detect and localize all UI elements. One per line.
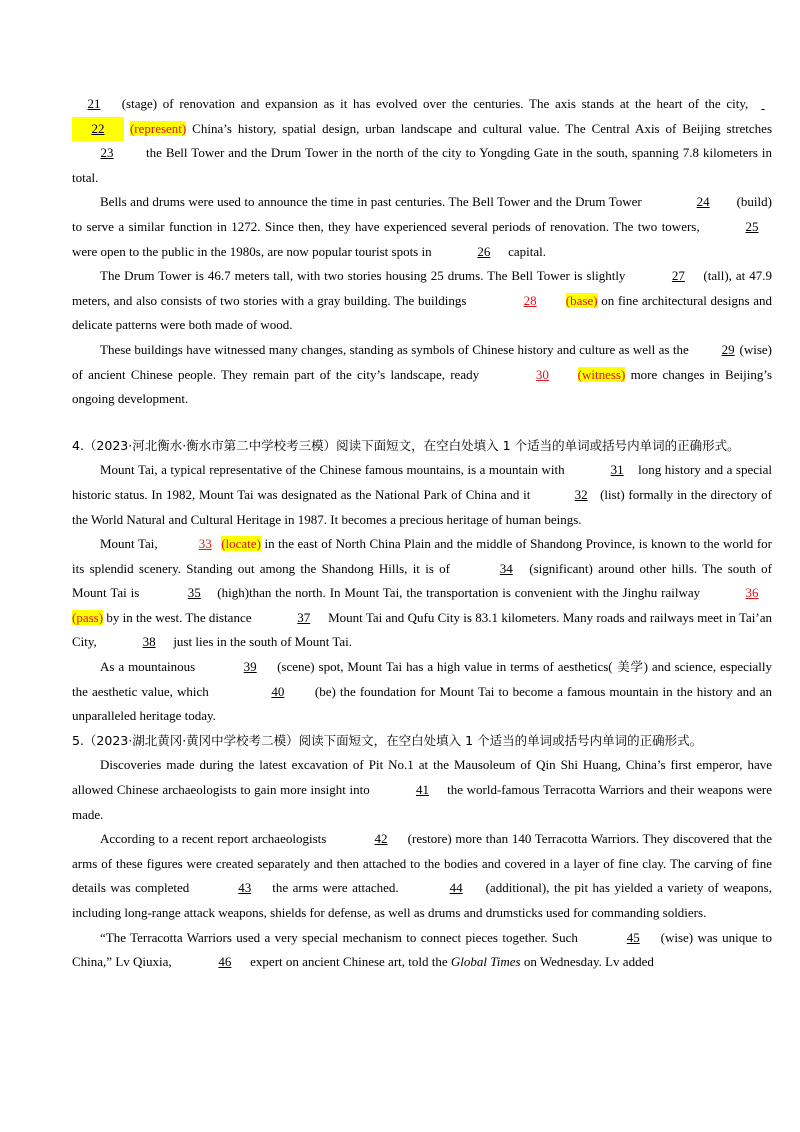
hint-22: (represent) — [129, 120, 187, 136]
question-4-heading: 4.（2023·河北衡水·衡水市第二中学校考三模）阅读下面短文，在空白处填入 1 个适当的单词或括号内单词的正确形式。 — [72, 437, 740, 453]
blank-32[interactable]: 32 — [574, 486, 588, 502]
blank-29[interactable]: 29 — [721, 341, 735, 357]
paragraph-mount-tai-value: As a mountainous 39 (scene) spot, Mount Tai has a high value in terms of aesthetics( 美学) and science, especially the aesthetic value, which 40 (be) the foundation for Mount Tai to become a famous mountain in the history and an unparalleled heritage today. — [72, 655, 772, 729]
paragraph-central-axis: 21 (stage) of renovation and expansion as it has evolved over the centuries. The axis stands at the heart of the city, 22 (represent) China’s history, spatial design, urban landscape and cultural value. The Central Axis of Beijing stretches 23 the Bell Tower and the Drum Tower in the north of the city to Yongding Gate in the south, spanning 7.8 kilometers in total. — [72, 92, 772, 190]
blank-33[interactable]: 33 — [198, 536, 212, 552]
hint-30: (witness) — [577, 366, 626, 382]
blank-22-start[interactable] — [754, 92, 772, 117]
hint-28: (base) — [565, 292, 598, 308]
blank-44[interactable]: 44 — [449, 880, 463, 896]
blank-21[interactable]: 21 — [87, 96, 101, 111]
paragraph-mount-tai-intro: Mount Tai, a typical representative of the Chinese famous mountains, is a mountain with 31 long history and a special historic status. In 1982, Mount Tai was designated as the National Park of China and it 32 (list) formally in the directory of the World Natural and Cultural Heritage in 1987. It becomes a precious heritage of human beings. — [72, 458, 772, 532]
paragraph-bells-drums: Bells and drums were used to announce the time in past centuries. The Bell Tower and the Drum Tower 24 (build) to serve a similar function in 1272. Since then, they have experienced several periods of renovation. The two towers, 25 were open to the public in the 1980s, are now popular tourist spots in 26 capital. — [72, 190, 772, 264]
blank-24[interactable]: 24 — [696, 194, 710, 210]
blank-41[interactable]: 41 — [415, 782, 429, 798]
blank-37[interactable]: 37 — [297, 609, 311, 625]
blank-39[interactable]: 39 — [243, 659, 257, 675]
hint-36: (pass) — [72, 609, 104, 625]
blank-31[interactable]: 31 — [610, 462, 624, 478]
blank-28[interactable]: 28 — [523, 292, 537, 308]
publication-title: Global Times — [450, 954, 521, 970]
blank-26[interactable]: 26 — [477, 243, 491, 259]
blank-23[interactable]: 23 — [100, 145, 114, 161]
blank-43[interactable]: 43 — [238, 880, 252, 896]
blank-45[interactable]: 45 — [626, 929, 640, 945]
blank-34[interactable]: 34 — [499, 560, 513, 576]
blank-38[interactable]: 38 — [142, 634, 156, 650]
paragraph-drum-tower: The Drum Tower is 46.7 meters tall, with two stories housing 25 drums. The Bell Tower is slightly 27 (tall), at 47.9 meters, and also consists of two stories with a gray building. The buildings 28 (base) on fine architectural designs and delicate patterns were both made of wood. — [72, 264, 772, 338]
blank-42[interactable]: 42 — [374, 831, 388, 847]
paragraph-mount-tai-location: Mount Tai, 33 (locate) in the east of North China Plain and the middle of Shandong Province, is known to the world for its splendid scenery. Standing out among the Shandong Hills, it is of 34 (significant) around other hills. The south of Mount Tai is 35 (high)than the north. In Mount Tai, the transportation is convenient with the Jinghu railway 36 (pass) by in the west. The distance 37 Mount Tai and Qufu City is 83.1 kilometers. Many roads and railways meet in Tai’an City, 38 just lies in the south of Mount Tai. — [72, 532, 772, 655]
question-5-heading: 5.（2023·湖北黄冈·黄冈中学校考二模）阅读下面短文，在空白处填入 1 个适当的单词或括号内单词的正确形式。 — [72, 732, 703, 748]
blank-27[interactable]: 27 — [671, 268, 685, 284]
blank-36[interactable]: 36 — [745, 585, 759, 601]
paragraph-witnessed: These buildings have witnessed many changes, standing as symbols of Chinese history and culture as well as the 29 (wise) of ancient Chinese people. They remain part of the city’s landscape, ready 30 (witness) more changes in Beijing’s ongoing development. — [72, 338, 772, 412]
paragraph-qin-discoveries: Discoveries made during the latest excavation of Pit No.1 at the Mausoleum of Qin Shi Huang, China’s first emperor, have allowed Chinese archaeologists to gain more insight into 41 the world-famous Terracotta Warriors and their weapons were made. — [72, 757, 772, 822]
blank-30[interactable]: 30 — [535, 366, 549, 382]
blank-25[interactable]: 25 — [745, 218, 759, 234]
blank-40[interactable]: 40 — [271, 683, 285, 699]
blank-35[interactable]: 35 — [187, 585, 201, 601]
document-page — [72, 92, 772, 975]
hint-33: (locate) — [221, 536, 261, 552]
paragraph-qin-report: According to a recent report archaeologists 42 (restore) more than 140 Terracotta Warriors. They discovered that the arms of these figures were created separately and then attached to the bodies and covered in a layer of fine clay. The carving of fine details was completed 43 the arms were attached. 44 (additional), the pit has yielded a variety of weapons, including long-range attack weapons, shields for defense, as well as drums and drumsticks used for commanding soldiers. — [72, 827, 772, 925]
section-gap — [72, 412, 772, 434]
blank-22[interactable]: 22 — [72, 117, 124, 142]
paragraph-qin-mechanism: “The Terracotta Warriors used a very special mechanism to connect pieces together. Such 45 (wise) was unique to China,” Lv Qiuxia, 46 expert on ancient Chinese art, told the Global Times on Wednesday. Lv added — [72, 926, 772, 975]
blank-46[interactable]: 46 — [218, 954, 232, 970]
